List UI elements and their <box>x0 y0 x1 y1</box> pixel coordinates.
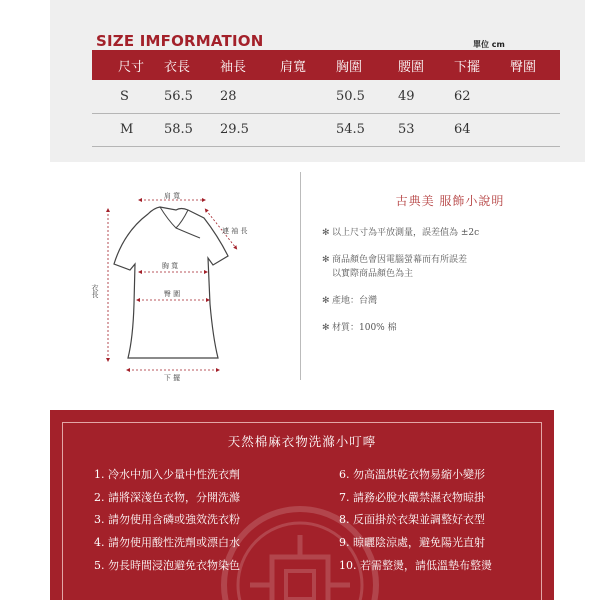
table-cell: 58.5 <box>158 113 214 146</box>
list-item: 6. 勿高溫烘乾衣物易縮小變形 <box>339 468 485 481</box>
care-list-left <box>94 467 314 580</box>
asterisk-icon: ✻ <box>322 296 330 306</box>
notes-title: 古典美 服飾小說明 <box>395 194 505 208</box>
length-label: 衣長 <box>91 284 99 298</box>
table-cell <box>504 80 560 113</box>
header-length: 衣長 <box>158 50 214 80</box>
chest-label: 胸 寬 <box>161 262 179 270</box>
size-table-header-row <box>92 50 560 80</box>
table-cell <box>504 113 560 146</box>
table-row <box>92 80 560 113</box>
table-cell: 64 <box>448 113 504 146</box>
table-cell: M <box>92 113 158 146</box>
list-item: 10. 若需整燙，請低溫墊布整燙 <box>339 558 492 572</box>
section-divider <box>300 172 301 380</box>
header-hem: 下擺 <box>448 50 504 80</box>
header-shoulder: 肩寬 <box>274 50 330 80</box>
shoulder-label: 肩 寬 <box>163 192 181 200</box>
list-item <box>322 321 582 335</box>
list-item: 4. 請勿使用酸性洗劑或漂白水 <box>94 536 240 550</box>
care-list-right <box>339 467 539 580</box>
table-cell: 50.5 <box>330 80 392 113</box>
list-item: 9. 晾曬陰涼處，避免陽光直射 <box>339 536 485 550</box>
size-title: SIZE IMFORMATION <box>96 32 264 50</box>
table-cell: 54.5 <box>330 113 392 146</box>
garment-outline <box>114 207 228 358</box>
list-item: 5. 勿長時間浸泡避免衣物染色 <box>94 558 240 572</box>
list-item: 2. 請將深淺色衣物，分開洗滌 <box>94 490 240 504</box>
table-cell: 29.5 <box>214 113 274 146</box>
note-text: 商品顏色會因電腦螢幕而有所誤差 以實際商品顏色為主 <box>332 255 468 279</box>
garment-measurement-diagram <box>90 188 270 388</box>
table-cell: 49 <box>392 80 448 113</box>
list-item: 1. 冷水中加入少量中性洗衣劑 <box>94 468 240 481</box>
hem-label: 下 擺 <box>163 374 181 382</box>
note-text: 以上尺寸為平放測量，誤差值為 ±2c <box>332 228 480 238</box>
header-sleeve: 袖長 <box>214 50 274 80</box>
placket-line <box>176 228 200 238</box>
list-item: 8. 反面掛於衣架並調整好衣型 <box>339 513 485 527</box>
table-row <box>92 113 560 146</box>
list-item: 3. 請勿使用含磷或強效洗衣粉 <box>94 513 240 527</box>
table-cell: 28 <box>214 80 274 113</box>
table-cell: 62 <box>448 80 504 113</box>
asterisk-icon: ✻ <box>322 228 330 238</box>
header-hip: 臀圍 <box>504 50 560 80</box>
table-cell <box>274 80 330 113</box>
care-title: 天然棉麻衣物洗滌小叮嚀 <box>227 434 377 449</box>
table-cell: 56.5 <box>158 80 214 113</box>
header-size: 尺寸 <box>92 50 158 80</box>
asterisk-icon: ✻ <box>322 255 330 265</box>
asterisk-icon: ✻ <box>322 323 330 333</box>
table-cell: S <box>92 80 158 113</box>
table-cell: 53 <box>392 113 448 146</box>
size-information-section <box>50 0 585 162</box>
unit-label: 單位 cm <box>473 40 505 49</box>
washing-care-panel <box>50 410 554 600</box>
hip-label: 臀 圍 <box>163 290 181 298</box>
list-item <box>322 253 582 281</box>
header-chest: 胸圍 <box>330 50 392 80</box>
sleeve-label: 連 袖 長 <box>222 227 248 235</box>
header-waist: 腰圍 <box>392 50 448 80</box>
list-item <box>322 294 582 308</box>
note-text: 產地：台灣 <box>332 296 378 306</box>
size-table <box>92 50 560 147</box>
notes-list <box>322 226 582 348</box>
list-item: 7. 請務必脫水嚴禁濕衣物晾掛 <box>339 490 485 504</box>
list-item <box>322 226 582 240</box>
table-cell <box>274 113 330 146</box>
note-text: 材質：100% 棉 <box>332 323 397 333</box>
